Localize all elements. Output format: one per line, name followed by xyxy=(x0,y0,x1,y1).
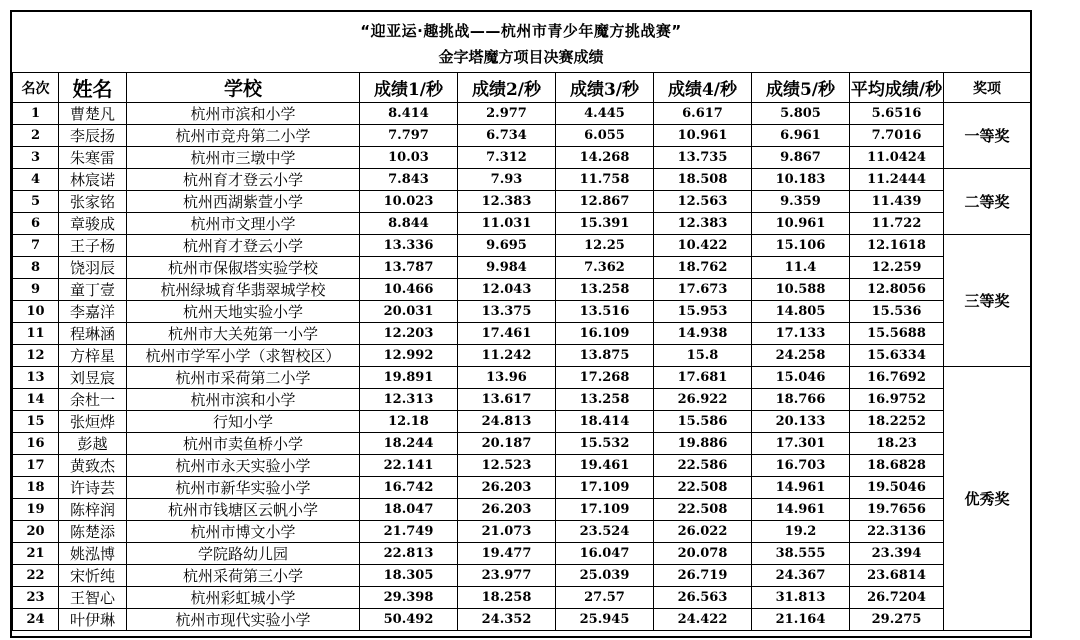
cell-rank: 16 xyxy=(13,433,59,455)
cell-name: 章骏成 xyxy=(59,213,127,235)
cell-score-2: 26.203 xyxy=(458,477,556,499)
cell-score-1: 8.844 xyxy=(360,213,458,235)
cell-school: 杭州市滨和小学 xyxy=(127,103,360,125)
header-score-4: 成绩4/秒 xyxy=(654,73,752,103)
table-row xyxy=(13,389,1031,411)
cell-rank: 23 xyxy=(13,587,59,609)
cell-average: 23.394 xyxy=(850,543,944,565)
cell-name: 陈楚添 xyxy=(59,521,127,543)
cell-score-1: 12.992 xyxy=(360,345,458,367)
cell-score-5: 16.703 xyxy=(752,455,850,477)
cell-rank: 12 xyxy=(13,345,59,367)
table-row xyxy=(13,543,1031,565)
cell-average: 12.259 xyxy=(850,257,944,279)
table-row xyxy=(13,323,1031,345)
cell-rank: 7 xyxy=(13,235,59,257)
cell-name: 饶羽辰 xyxy=(59,257,127,279)
cell-name: 曹楚凡 xyxy=(59,103,127,125)
cell-rank: 20 xyxy=(13,521,59,543)
cell-rank: 22 xyxy=(13,565,59,587)
cell-score-5: 6.961 xyxy=(752,125,850,147)
cell-school: 行知小学 xyxy=(127,411,360,433)
cell-score-3: 23.524 xyxy=(556,521,654,543)
cell-score-1: 50.492 xyxy=(360,609,458,631)
cell-score-3: 16.047 xyxy=(556,543,654,565)
cell-school: 杭州彩虹城小学 xyxy=(127,587,360,609)
cell-score-4: 22.508 xyxy=(654,477,752,499)
cell-score-4: 26.022 xyxy=(654,521,752,543)
cell-score-1: 12.313 xyxy=(360,389,458,411)
cell-score-2: 17.461 xyxy=(458,323,556,345)
cell-rank: 24 xyxy=(13,609,59,631)
cell-score-3: 14.268 xyxy=(556,147,654,169)
title-block xyxy=(12,12,1030,72)
cell-score-4: 22.508 xyxy=(654,499,752,521)
cell-average: 15.6334 xyxy=(850,345,944,367)
cell-score-2: 19.477 xyxy=(458,543,556,565)
table-row xyxy=(13,147,1031,169)
header-score-2: 成绩2/秒 xyxy=(458,73,556,103)
cell-score-3: 17.109 xyxy=(556,499,654,521)
cell-name: 余杜一 xyxy=(59,389,127,411)
cell-rank: 6 xyxy=(13,213,59,235)
header-rank: 名次 xyxy=(13,73,59,103)
cell-school: 杭州市文理小学 xyxy=(127,213,360,235)
cell-score-3: 25.945 xyxy=(556,609,654,631)
table-row xyxy=(13,609,1031,631)
cell-score-2: 13.375 xyxy=(458,301,556,323)
cell-average: 19.7656 xyxy=(850,499,944,521)
cell-average: 22.3136 xyxy=(850,521,944,543)
cell-average: 11.439 xyxy=(850,191,944,213)
cell-score-1: 10.023 xyxy=(360,191,458,213)
cell-score-2: 23.977 xyxy=(458,565,556,587)
cell-name: 宋忻纯 xyxy=(59,565,127,587)
cell-school: 杭州采荷第三小学 xyxy=(127,565,360,587)
cell-score-5: 14.961 xyxy=(752,499,850,521)
table-row xyxy=(13,587,1031,609)
cell-score-4: 18.508 xyxy=(654,169,752,191)
cell-rank: 15 xyxy=(13,411,59,433)
award-cell: 三等奖 xyxy=(944,235,1031,367)
cell-score-2: 7.93 xyxy=(458,169,556,191)
cell-score-5: 14.805 xyxy=(752,301,850,323)
cell-score-5: 17.133 xyxy=(752,323,850,345)
table-row xyxy=(13,191,1031,213)
cell-score-3: 19.461 xyxy=(556,455,654,477)
cell-name: 李辰扬 xyxy=(59,125,127,147)
cell-score-2: 2.977 xyxy=(458,103,556,125)
header-average: 平均成绩/秒 xyxy=(850,73,944,103)
table-row xyxy=(13,565,1031,587)
cell-score-3: 16.109 xyxy=(556,323,654,345)
table-row xyxy=(13,213,1031,235)
cell-average: 12.1618 xyxy=(850,235,944,257)
cell-score-1: 22.141 xyxy=(360,455,458,477)
cell-average: 23.6814 xyxy=(850,565,944,587)
cell-name: 朱寒雷 xyxy=(59,147,127,169)
cell-school: 杭州市博文小学 xyxy=(127,521,360,543)
table-row xyxy=(13,499,1031,521)
cell-score-1: 10.03 xyxy=(360,147,458,169)
cell-average: 11.722 xyxy=(850,213,944,235)
table-row xyxy=(13,125,1031,147)
cell-name: 王子杨 xyxy=(59,235,127,257)
award-cell: 二等奖 xyxy=(944,169,1031,235)
cell-score-5: 11.4 xyxy=(752,257,850,279)
cell-score-4: 17.673 xyxy=(654,279,752,301)
header-name: 姓名 xyxy=(59,73,127,103)
table-row xyxy=(13,345,1031,367)
cell-score-2: 12.523 xyxy=(458,455,556,477)
cell-score-1: 18.305 xyxy=(360,565,458,587)
cell-score-3: 13.258 xyxy=(556,279,654,301)
cell-score-5: 24.367 xyxy=(752,565,850,587)
cell-name: 彭越 xyxy=(59,433,127,455)
cell-score-1: 13.336 xyxy=(360,235,458,257)
cell-name: 方梓星 xyxy=(59,345,127,367)
cell-rank: 11 xyxy=(13,323,59,345)
cell-average: 18.23 xyxy=(850,433,944,455)
cell-rank: 13 xyxy=(13,367,59,389)
cell-score-4: 26.922 xyxy=(654,389,752,411)
header-score-5: 成绩5/秒 xyxy=(752,73,850,103)
cell-score-5: 5.805 xyxy=(752,103,850,125)
cell-score-2: 11.242 xyxy=(458,345,556,367)
cell-score-1: 7.843 xyxy=(360,169,458,191)
cell-score-5: 9.867 xyxy=(752,147,850,169)
cell-score-4: 15.586 xyxy=(654,411,752,433)
cell-score-2: 24.813 xyxy=(458,411,556,433)
cell-score-3: 15.391 xyxy=(556,213,654,235)
cell-score-2: 26.203 xyxy=(458,499,556,521)
cell-school: 杭州育才登云小学 xyxy=(127,169,360,191)
cell-score-3: 12.25 xyxy=(556,235,654,257)
table-row xyxy=(13,477,1031,499)
cell-school: 杭州市保俶塔实验学校 xyxy=(127,257,360,279)
cell-score-5: 20.133 xyxy=(752,411,850,433)
cell-score-4: 10.422 xyxy=(654,235,752,257)
cell-score-2: 13.617 xyxy=(458,389,556,411)
cell-average: 11.2444 xyxy=(850,169,944,191)
cell-score-3: 18.414 xyxy=(556,411,654,433)
results-sheet xyxy=(10,10,1032,638)
cell-score-5: 18.766 xyxy=(752,389,850,411)
table-row xyxy=(13,169,1031,191)
cell-score-4: 10.961 xyxy=(654,125,752,147)
cell-score-5: 10.588 xyxy=(752,279,850,301)
cell-score-1: 21.749 xyxy=(360,521,458,543)
cell-score-1: 13.787 xyxy=(360,257,458,279)
cell-score-4: 20.078 xyxy=(654,543,752,565)
cell-school: 学院路幼儿园 xyxy=(127,543,360,565)
cell-name: 张烜烨 xyxy=(59,411,127,433)
cell-average: 5.6516 xyxy=(850,103,944,125)
cell-score-1: 19.891 xyxy=(360,367,458,389)
cell-rank: 8 xyxy=(13,257,59,279)
cell-score-5: 19.2 xyxy=(752,521,850,543)
cell-score-5: 14.961 xyxy=(752,477,850,499)
header-school: 学校 xyxy=(127,73,360,103)
cell-score-3: 13.258 xyxy=(556,389,654,411)
cell-school: 杭州绿城育华翡翠城学校 xyxy=(127,279,360,301)
cell-score-3: 27.57 xyxy=(556,587,654,609)
cell-score-4: 6.617 xyxy=(654,103,752,125)
cell-score-3: 13.516 xyxy=(556,301,654,323)
cell-score-2: 9.984 xyxy=(458,257,556,279)
cell-school: 杭州育才登云小学 xyxy=(127,235,360,257)
award-cell: 优秀奖 xyxy=(944,367,1031,631)
table-row xyxy=(13,433,1031,455)
cell-score-3: 17.268 xyxy=(556,367,654,389)
cell-score-4: 18.762 xyxy=(654,257,752,279)
table-row xyxy=(13,103,1031,125)
cell-school: 杭州市采荷第二小学 xyxy=(127,367,360,389)
cell-school: 杭州市卖鱼桥小学 xyxy=(127,433,360,455)
table-row xyxy=(13,301,1031,323)
cell-score-2: 7.312 xyxy=(458,147,556,169)
cell-score-4: 22.586 xyxy=(654,455,752,477)
cell-score-1: 12.18 xyxy=(360,411,458,433)
table-row xyxy=(13,257,1031,279)
cell-name: 许诗芸 xyxy=(59,477,127,499)
cell-score-4: 12.563 xyxy=(654,191,752,213)
cell-score-5: 17.301 xyxy=(752,433,850,455)
cell-score-4: 12.383 xyxy=(654,213,752,235)
cell-rank: 2 xyxy=(13,125,59,147)
cell-score-5: 10.183 xyxy=(752,169,850,191)
cell-name: 叶伊琳 xyxy=(59,609,127,631)
cell-name: 姚泓博 xyxy=(59,543,127,565)
table-row xyxy=(13,455,1031,477)
cell-score-4: 15.8 xyxy=(654,345,752,367)
cell-name: 李嘉洋 xyxy=(59,301,127,323)
cell-score-4: 17.681 xyxy=(654,367,752,389)
cell-name: 程琳涵 xyxy=(59,323,127,345)
cell-score-1: 10.466 xyxy=(360,279,458,301)
cell-score-4: 26.719 xyxy=(654,565,752,587)
cell-average: 16.9752 xyxy=(850,389,944,411)
cell-score-4: 24.422 xyxy=(654,609,752,631)
cell-score-4: 13.735 xyxy=(654,147,752,169)
cell-score-1: 16.742 xyxy=(360,477,458,499)
cell-score-3: 12.867 xyxy=(556,191,654,213)
cell-rank: 19 xyxy=(13,499,59,521)
header-score-1: 成绩1/秒 xyxy=(360,73,458,103)
cell-score-2: 12.383 xyxy=(458,191,556,213)
cell-score-3: 4.445 xyxy=(556,103,654,125)
cell-average: 19.5046 xyxy=(850,477,944,499)
cell-average: 29.275 xyxy=(850,609,944,631)
cell-rank: 17 xyxy=(13,455,59,477)
cell-rank: 1 xyxy=(13,103,59,125)
cell-name: 张家铭 xyxy=(59,191,127,213)
cell-school: 杭州市三墩中学 xyxy=(127,147,360,169)
cell-score-2: 13.96 xyxy=(458,367,556,389)
cell-score-3: 25.039 xyxy=(556,565,654,587)
cell-score-1: 20.031 xyxy=(360,301,458,323)
cell-name: 童丁壹 xyxy=(59,279,127,301)
cell-score-5: 9.359 xyxy=(752,191,850,213)
cell-score-2: 24.352 xyxy=(458,609,556,631)
cell-score-5: 24.258 xyxy=(752,345,850,367)
event-subtitle: 金字塔魔方项目决赛成绩 xyxy=(438,48,604,66)
cell-school: 杭州市学军小学（求智校区） xyxy=(127,345,360,367)
header-score-3: 成绩3/秒 xyxy=(556,73,654,103)
cell-score-3: 17.109 xyxy=(556,477,654,499)
header-award: 奖项 xyxy=(944,73,1031,103)
cell-score-1: 8.414 xyxy=(360,103,458,125)
table-row xyxy=(13,279,1031,301)
cell-rank: 14 xyxy=(13,389,59,411)
cell-score-2: 11.031 xyxy=(458,213,556,235)
cell-average: 15.5688 xyxy=(850,323,944,345)
cell-school: 杭州市钱塘区云帆小学 xyxy=(127,499,360,521)
cell-school: 杭州市滨和小学 xyxy=(127,389,360,411)
competition-title: “迎亚运·趣挑战——杭州市青少年魔方挑战赛” xyxy=(360,22,682,40)
cell-score-3: 6.055 xyxy=(556,125,654,147)
results-table xyxy=(12,72,1031,631)
cell-score-1: 18.244 xyxy=(360,433,458,455)
header-row xyxy=(13,73,1031,103)
table-row xyxy=(13,367,1031,389)
cell-average: 18.6828 xyxy=(850,455,944,477)
cell-score-2: 18.258 xyxy=(458,587,556,609)
cell-score-2: 21.073 xyxy=(458,521,556,543)
cell-average: 12.8056 xyxy=(850,279,944,301)
results-body xyxy=(13,103,1031,631)
cell-school: 杭州西湖紫萱小学 xyxy=(127,191,360,213)
cell-score-1: 22.813 xyxy=(360,543,458,565)
cell-name: 林宸诺 xyxy=(59,169,127,191)
cell-score-5: 15.106 xyxy=(752,235,850,257)
cell-school: 杭州天地实验小学 xyxy=(127,301,360,323)
table-row xyxy=(13,411,1031,433)
cell-score-4: 19.886 xyxy=(654,433,752,455)
cell-score-4: 15.953 xyxy=(654,301,752,323)
cell-score-5: 10.961 xyxy=(752,213,850,235)
cell-rank: 5 xyxy=(13,191,59,213)
cell-average: 11.0424 xyxy=(850,147,944,169)
cell-school: 杭州市竞舟第二小学 xyxy=(127,125,360,147)
cell-score-3: 13.875 xyxy=(556,345,654,367)
cell-rank: 4 xyxy=(13,169,59,191)
cell-score-1: 29.398 xyxy=(360,587,458,609)
cell-score-3: 15.532 xyxy=(556,433,654,455)
cell-average: 7.7016 xyxy=(850,125,944,147)
table-row xyxy=(13,521,1031,543)
cell-score-5: 31.813 xyxy=(752,587,850,609)
cell-average: 18.2252 xyxy=(850,411,944,433)
table-row xyxy=(13,235,1031,257)
cell-name: 王智心 xyxy=(59,587,127,609)
cell-score-5: 38.555 xyxy=(752,543,850,565)
cell-score-1: 18.047 xyxy=(360,499,458,521)
cell-score-3: 11.758 xyxy=(556,169,654,191)
cell-score-2: 6.734 xyxy=(458,125,556,147)
cell-score-4: 26.563 xyxy=(654,587,752,609)
cell-average: 26.7204 xyxy=(850,587,944,609)
cell-rank: 3 xyxy=(13,147,59,169)
cell-school: 杭州市现代实验小学 xyxy=(127,609,360,631)
cell-school: 杭州市新华实验小学 xyxy=(127,477,360,499)
cell-school: 杭州市大关苑第一小学 xyxy=(127,323,360,345)
cell-school: 杭州市永天实验小学 xyxy=(127,455,360,477)
cell-rank: 10 xyxy=(13,301,59,323)
cell-score-1: 7.797 xyxy=(360,125,458,147)
cell-rank: 21 xyxy=(13,543,59,565)
cell-score-2: 9.695 xyxy=(458,235,556,257)
cell-score-5: 21.164 xyxy=(752,609,850,631)
cell-rank: 9 xyxy=(13,279,59,301)
cell-score-4: 14.938 xyxy=(654,323,752,345)
cell-score-3: 7.362 xyxy=(556,257,654,279)
cell-average: 16.7692 xyxy=(850,367,944,389)
cell-average: 15.536 xyxy=(850,301,944,323)
cell-score-1: 12.203 xyxy=(360,323,458,345)
cell-rank: 18 xyxy=(13,477,59,499)
cell-score-5: 15.046 xyxy=(752,367,850,389)
cell-score-2: 20.187 xyxy=(458,433,556,455)
award-cell: 一等奖 xyxy=(944,103,1031,169)
cell-score-2: 12.043 xyxy=(458,279,556,301)
cell-name: 刘昱宸 xyxy=(59,367,127,389)
cell-name: 黄致杰 xyxy=(59,455,127,477)
cell-name: 陈梓润 xyxy=(59,499,127,521)
